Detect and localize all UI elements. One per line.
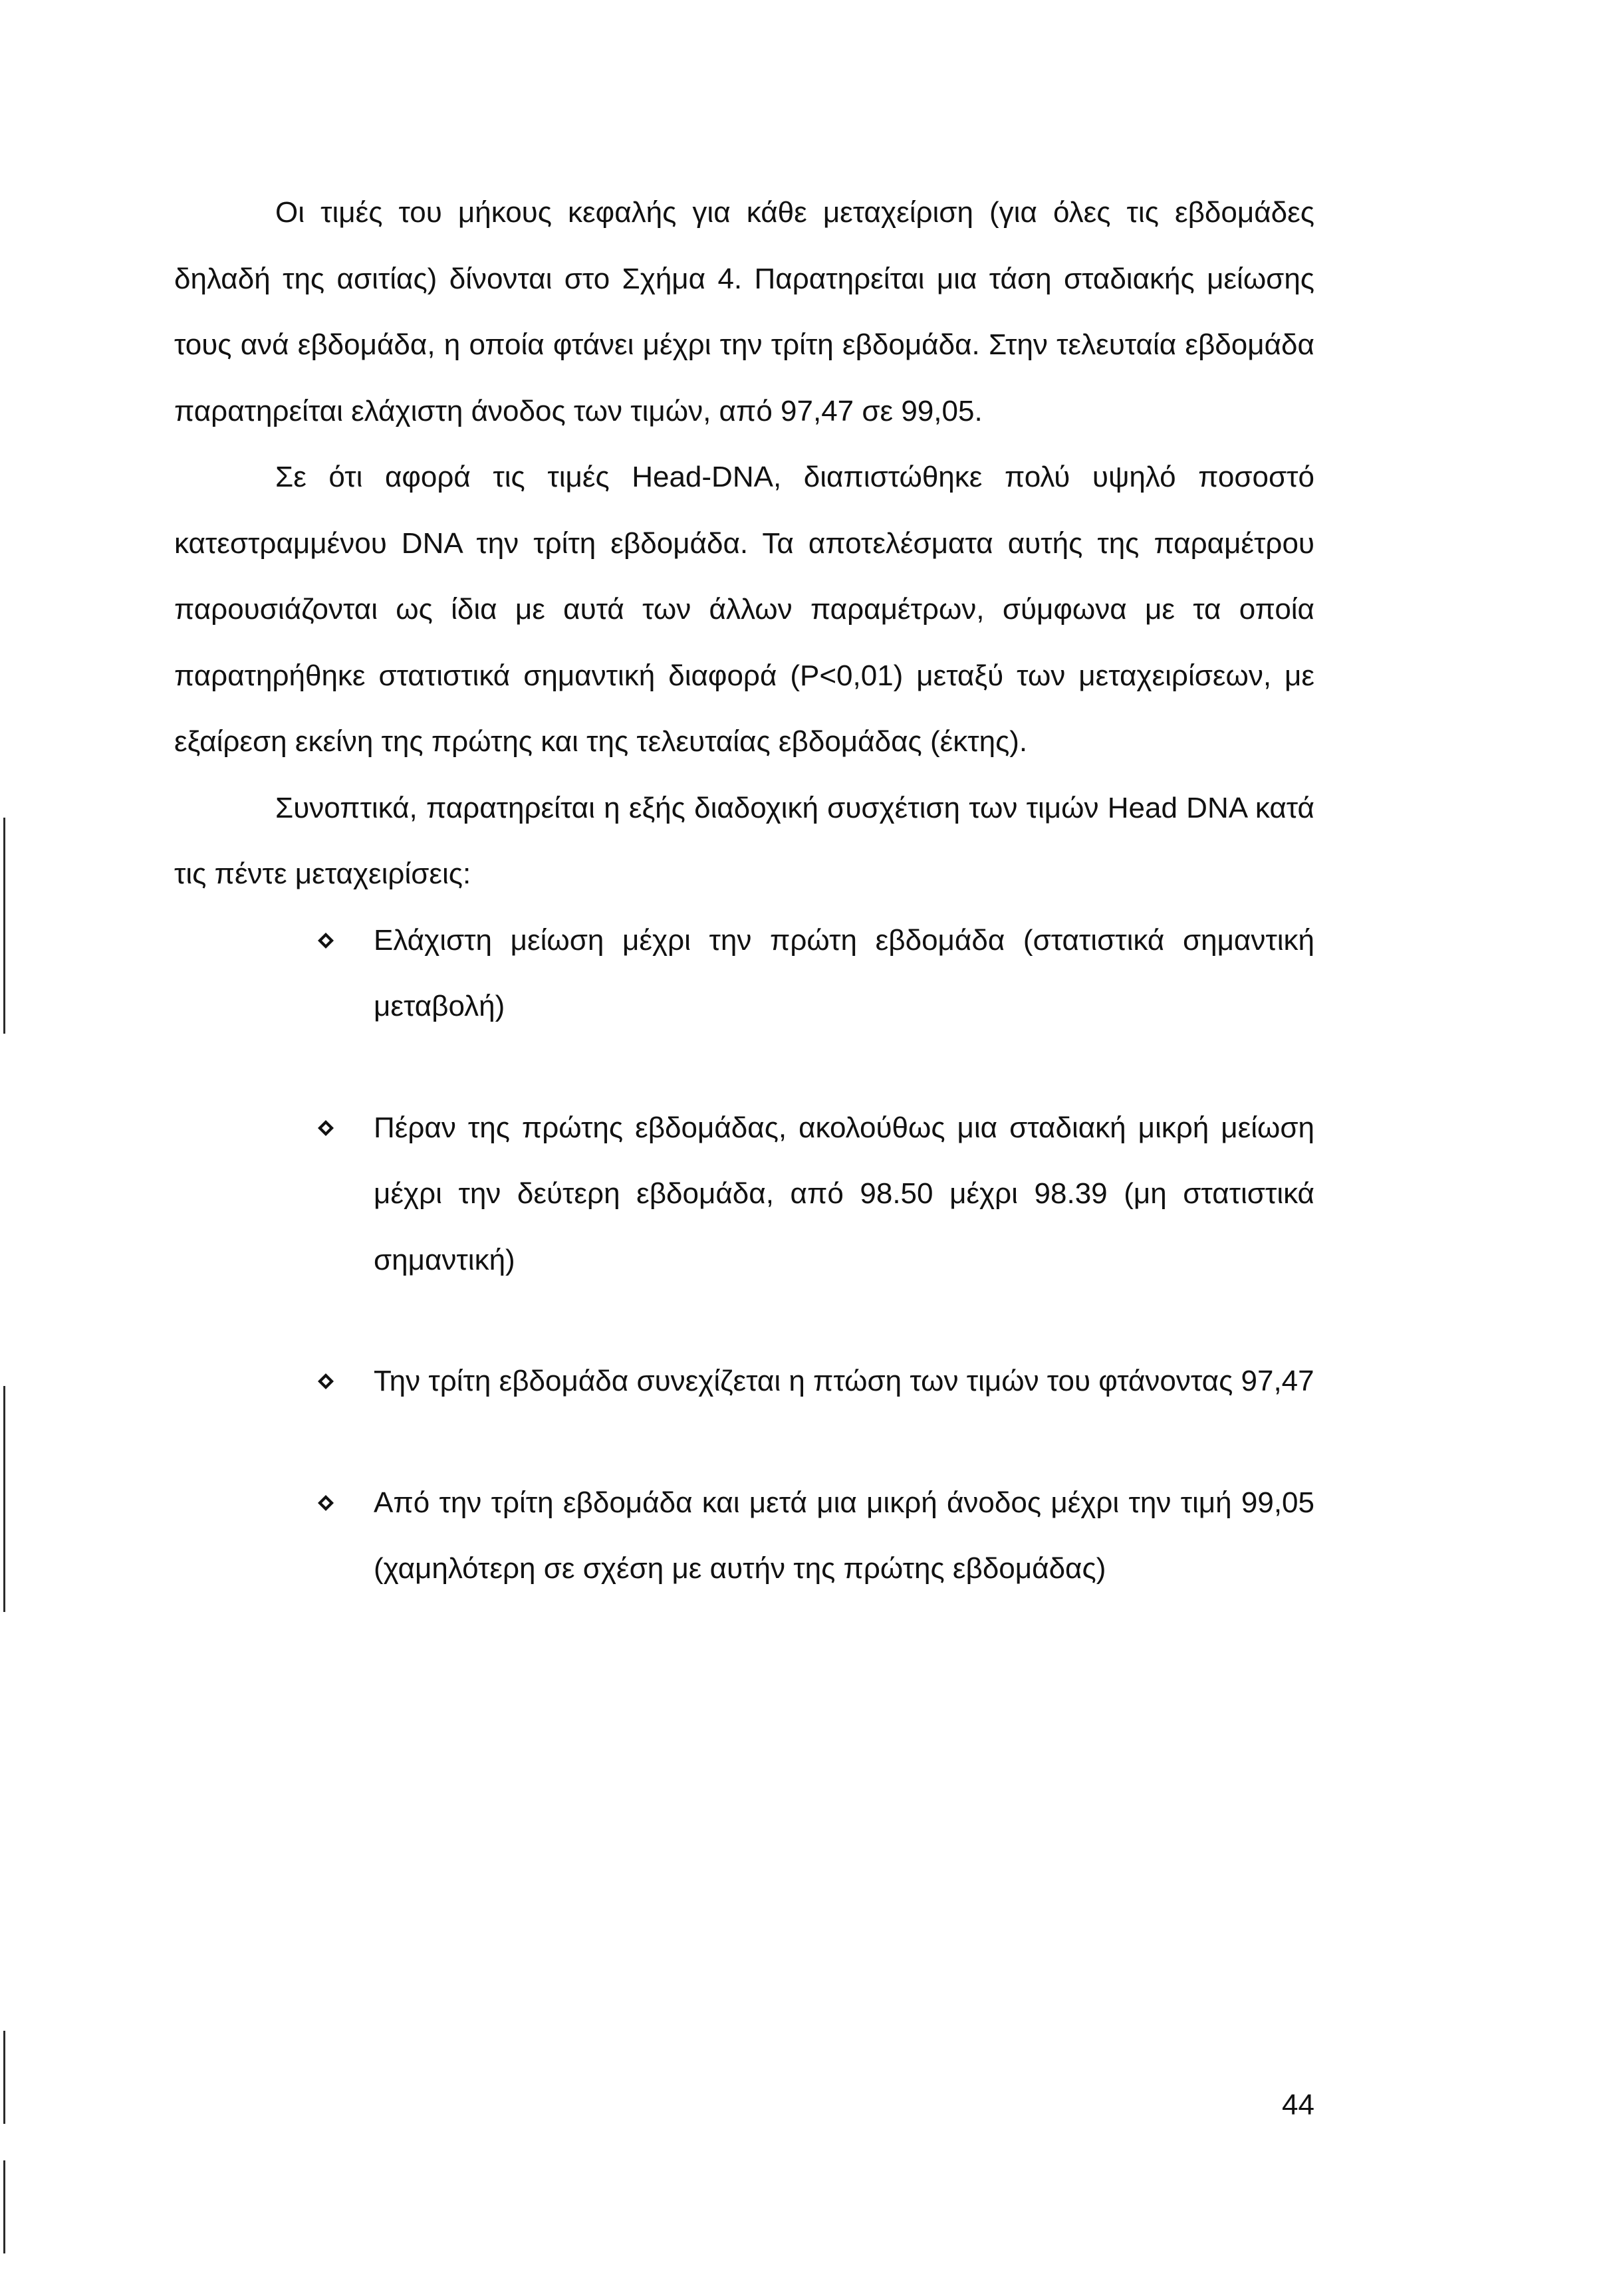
list-item (174, 1095, 1314, 1294)
bullet-text: Πέραν της πρώτης εβδομάδας, ακολούθως μια σταδιακή μικρή μείωση μέχρι την δεύτερη εβδομάδα, από 98.50 μέχρι 98.39 (μη στατιστικά σημαντική) (374, 1111, 1314, 1276)
paragraph-head-dna: Σε ότι αφορά τις τιμές Head-DNA, διαπιστώθηκε πολύ υψηλό ποσοστό κατεστραμμένου DNA την τρίτη εβδομάδα. Τα αποτελέσματα αυτής της παραμέτρου παρουσιάζονται ως ίδια με αυτά των άλλων παραμέτρων, σύμφωνα με τα οποία παρατηρήθηκε στατιστικά σημαντική διαφορά (P<0,01) μεταξύ των μεταχειρίσεων, με εξαίρεση εκείνη της πρώτης και της τελευταίας εβδομάδας (έκτης). (174, 461, 1314, 758)
diamond-bullet-icon (317, 932, 334, 949)
diamond-bullet-icon (317, 1373, 334, 1390)
bullet-text: Την τρίτη εβδομάδα συνεχίζεται η πτώση των τιμών του φτάνοντας 97,47 (374, 1365, 1314, 1397)
summary-bullet-list (174, 907, 1314, 1602)
bullet-text: Από την τρίτη εβδομάδα και μετά μια μικρή άνοδος μέχρι την τιμή 99,05 (χαμηλότερη σε σχέση με αυτήν της πρώτης εβδομάδας) (374, 1486, 1314, 1585)
bullet-text: Ελάχιστη μείωση μέχρι την πρώτη εβδομάδα (στατιστικά σημαντική μεταβολή) (374, 923, 1314, 1022)
diamond-bullet-icon (317, 1119, 334, 1137)
paragraph-head-length: Οι τιμές του μήκους κεφαλής για κάθε μεταχείριση (για όλες τις εβδομάδες δηλαδή της ασιτίας) δίνονται στο Σχήμα 4. Παρατηρείται μια τάση σταδιακής μείωσης τους ανά εβδομάδα, η οποία φτάνει μέχρι την τρίτη εβδομάδα. Στην τελευταία εβδομάδα παρατηρείται ελάχιστη άνοδος των τιμών, από 97,47 σε 99,05. (174, 196, 1314, 427)
list-item (174, 1348, 1314, 1415)
scan-margin-line (3, 818, 5, 1034)
body-text (174, 179, 1314, 1602)
diamond-bullet-icon (317, 1494, 334, 1512)
paragraph-summary-intro: Συνοπτικά, παρατηρείται η εξής διαδοχική συσχέτιση των τιμών Head DNA κατά τις πέντε μεταχειρίσεις: (174, 791, 1314, 890)
page-number: 44 (1282, 2089, 1314, 2121)
scan-margin-line (3, 2031, 5, 2124)
scan-margin-line (3, 2160, 5, 2253)
list-item (174, 907, 1314, 1040)
scan-margin-line (3, 1386, 5, 1612)
list-item (174, 1470, 1314, 1602)
